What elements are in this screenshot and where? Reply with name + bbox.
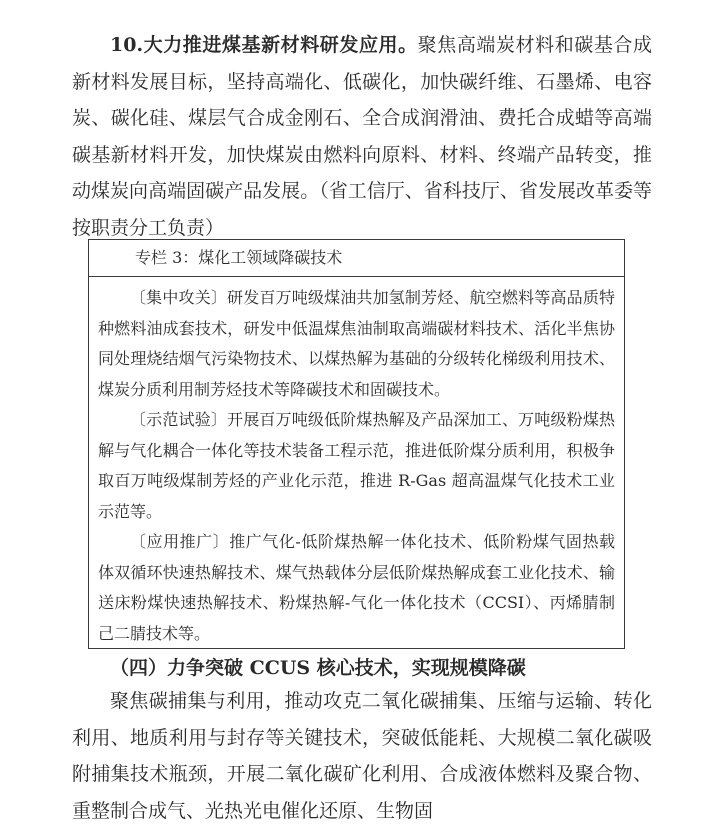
section-heading-4: （四）力争突破 CCUS 核心技术，实现规模降碳 [110,657,526,679]
column-box-3 [88,239,625,649]
column-box-body [89,277,624,649]
box-para-focus-research: 〔集中攻关〕研发百万吨级煤油共加氢制芳烃、航空燃料等高品质特种燃料油成套技术，研发中低温煤焦油制取高端碳材料技术、活化半焦协同处理烧结烟气污染物技术、以煤热解为基础的分级转化梯级利用技术、煤炭分质利用制芳烃技术等降碳技术和固碳技术。 [98,288,615,399]
paragraph-10 [72,27,652,246]
paragraph-ccus: 聚焦碳捕集与利用，推动攻克二氧化碳捕集、压缩与运输、转化利用、地质利用与封存等关键技术，突破低能耗、大规模二氧化碳吸附捕集技术瓶颈，开展二氧化碳矿化利用、合成液体燃料及聚合物、重整制合成气、光热光电催化还原、生物固 [72,690,652,822]
paragraph-10-heading: 10.大力推进煤基新材料研发应用。 [110,34,418,56]
box-para-demonstration: 〔示范试验〕开展百万吨级低阶煤热解及产品深加工、万吨级粉煤热解与气化耦合一体化等技术装备工程示范，推进低阶煤分质利用，积极争取百万吨级煤制芳烃的产业化示范，推进 R-Gas 超高温煤气化技术工业示范等。 [98,410,615,521]
paragraph-10-body: 聚焦高端炭材料和碳基合成新材料发展目标，坚持高端化、低碳化，加快碳纤维、石墨烯、电容炭、碳化硅、煤层气合成金刚石、全合成润滑油、费托合成蜡等高端碳基新材料开发，加快煤炭由燃料向原料、材料、终端产品转变，推动煤炭向高端固碳产品发展。（省工信厅、省科技厅、省发展改革委等按职责分工负责） [72,34,652,239]
column-box-title: 专栏 3：煤化工领域降碳技术 [89,240,624,277]
box-para-promotion: 〔应用推广〕推广气化-低阶煤热解一体化技术、低阶粉煤气固热载体双循环快速热解技术、煤气热载体分层低阶煤热解成套工业化技术、输送床粉煤快速热解技术、粉煤热解-气化一体化技术（CCSI）、丙烯腈制己二腈技术等。 [98,532,615,643]
